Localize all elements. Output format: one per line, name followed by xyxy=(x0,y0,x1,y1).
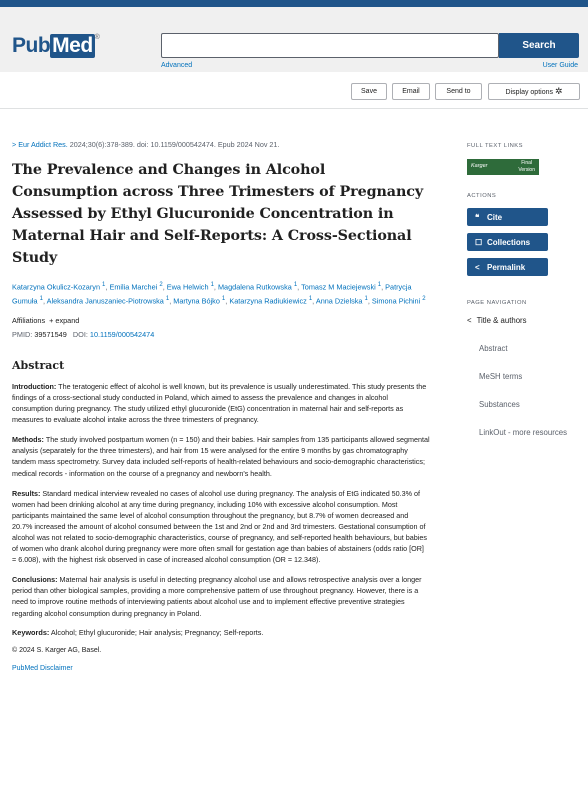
logo-med: Med xyxy=(52,34,93,57)
save-button[interactable]: Save xyxy=(351,83,387,100)
author-link[interactable]: Martyna Bójko xyxy=(173,296,220,306)
sidebar xyxy=(467,143,579,456)
results-label: Results: xyxy=(12,488,41,498)
author-affiliation-number[interactable]: 1 xyxy=(293,282,298,288)
author-affiliation-number[interactable]: 1 xyxy=(377,282,382,288)
page-nav-item[interactable] xyxy=(467,428,579,438)
author-link[interactable]: Katarzyna Radiukiewicz xyxy=(229,296,307,306)
doi-label: DOI: xyxy=(72,329,88,339)
author-link[interactable]: Ewa Helwich xyxy=(166,282,209,292)
article-title: The Prevalence and Changes in Alcohol Consumption across Three Trimesters of Pregnancy Assessed by Ethyl Glucuronide Concentration in Maternal Hair and Self-Reports: A Cross-Sectional Study xyxy=(12,162,424,266)
citation-text: 2024;30(6):378-389. doi: 10.1159/000542474. Epub 2024 Nov 21. xyxy=(67,140,280,149)
karger-label: Karger xyxy=(471,163,488,169)
site-header xyxy=(0,7,588,72)
author-link[interactable]: Aleksandra Januszaniec-Piotrowska xyxy=(46,296,164,306)
email-button[interactable]: Email xyxy=(392,83,430,100)
affiliations-label: Affiliations xyxy=(12,315,46,325)
author-affiliation-number[interactable]: 1 xyxy=(210,282,214,288)
abstract-heading: Abstract xyxy=(12,358,65,372)
page-nav-item[interactable] xyxy=(467,344,579,354)
author-affiliation-number[interactable]: 1 xyxy=(221,296,226,303)
keywords xyxy=(12,628,430,637)
permalink-label: Permalink xyxy=(487,262,526,272)
doi-link[interactable]: 10.1159/000542474 xyxy=(89,329,155,339)
pmid-value: 39571549 xyxy=(34,329,67,339)
share-icon: < xyxy=(475,262,480,272)
author-affiliation-number[interactable]: 2 xyxy=(422,296,426,303)
bookmark-icon: ☐ xyxy=(475,237,483,247)
author-link[interactable]: Magdalena Rutkowska xyxy=(217,282,292,292)
author-affiliation-number[interactable]: 1 xyxy=(39,296,43,303)
conclusions-label: Conclusions: xyxy=(12,575,58,585)
journal-link[interactable]: Eur Addict Res. xyxy=(18,140,68,149)
page-nav-item[interactable] xyxy=(467,400,579,410)
keywords-text: Alcohol; Ethyl glucuronide; Hair analysis; Pregnancy; Self-reports. xyxy=(49,627,264,637)
identifiers xyxy=(12,330,430,339)
user-guide-link[interactable]: User Guide xyxy=(542,62,578,69)
karger-full-text-link[interactable] xyxy=(467,159,539,175)
final-version-badge xyxy=(518,160,535,174)
author-link[interactable]: Anna Dzielska xyxy=(315,296,363,306)
citation-line xyxy=(12,140,430,149)
author-link[interactable]: Simona Pichini xyxy=(371,296,421,306)
collections-button[interactable] xyxy=(467,233,548,251)
gear-icon: ✲ xyxy=(554,86,563,96)
cite-label: Cite xyxy=(487,212,503,222)
author-affiliation-number[interactable]: 1 xyxy=(364,296,368,303)
final-label: Final xyxy=(521,160,533,166)
collections-label: Collections xyxy=(487,237,531,247)
copyright: © 2024 S. Karger AG, Basel. xyxy=(12,646,102,654)
page-nav-label: Title & authors xyxy=(476,316,527,325)
pmid-label: PMID: xyxy=(12,329,33,339)
page-nav-label: Abstract xyxy=(479,344,508,353)
expand-button[interactable]: + expand xyxy=(49,315,80,325)
version-label: Version xyxy=(518,167,535,173)
search-input[interactable] xyxy=(161,33,499,58)
abstract-results xyxy=(12,488,430,566)
methods-text: The study involved postpartum women (n = 150) and their babies. Hair samples from 135 participants allowed segmental analysis (separately for the three trimesters), and hair from 15 were analysed for the entire 9 months by gas chromatography tandem mass spectrometry. Survey data included self-reports of health-related behaviours and socio-demographic characteristics; medical records - information on the course of a pregnancy and newborn's health. xyxy=(12,435,430,478)
author-affiliation-number[interactable]: 1 xyxy=(102,282,106,288)
full-text-links-heading: FULL TEXT LINKS xyxy=(467,143,524,149)
pubmed-logo[interactable] xyxy=(12,34,99,58)
chevron-left-icon: < xyxy=(467,316,472,325)
advanced-search-link[interactable]: Advanced xyxy=(161,62,193,69)
author-link[interactable]: Patrycja Gumuła xyxy=(12,282,412,306)
send-to-button[interactable]: Send to xyxy=(435,83,482,100)
chevron-right-icon[interactable]: > xyxy=(12,140,17,149)
toolbar xyxy=(0,83,588,101)
page-nav-item[interactable] xyxy=(467,316,579,326)
cite-button[interactable] xyxy=(467,208,548,226)
display-options-button[interactable] xyxy=(488,83,580,100)
article-main xyxy=(12,140,430,672)
logo-reg: ® xyxy=(94,34,100,41)
conclusions-text: Maternal hair analysis is useful in detecting pregnancy alcohol use and allows retrospective analysis over a longer period than other biological samples, providing a more comprehensive pattern of use throughout pregnancy. However, there is a need to improve routine methods of interviewing patients about alcohol use and to implement effective preventive strategies regarding alcohol consumption during pregnancy in Poland. xyxy=(12,575,422,618)
display-options-label: Display options xyxy=(505,89,553,96)
search-button[interactable]: Search xyxy=(499,33,579,58)
page-nav-label: LinkOut - more resources xyxy=(479,428,567,437)
author-affiliation-number[interactable]: 1 xyxy=(308,296,313,303)
author-link[interactable]: Katarzyna Okulicz-Kozaryn xyxy=(12,282,101,292)
author-list: Katarzyna Okulicz-Kozaryn $^1$, Emilia Marchei $^2$, Ewa Helwich $^1$, Magdalena Rutkowska $^1$, Tomasz M Maciejewski $^1$, Patrycja Gumuła $^1$, Aleksandra Januszaniec-Piotrowska $^1$, Martyna Bójko $^1$, Katarzyna Radiukiewicz $^1$, Anna Dzielska $^1$, Simona Pichini $^2$ xyxy=(12,282,426,306)
author-affiliation-number[interactable]: 2 xyxy=(159,282,163,288)
intro-text: The teratogenic effect of alcohol is well known, but its prevalence is usually underestimated. This study presents the findings of a cross-sectional study conducted in Poland, which aimed to assess the prevalence and changes in alcohol consumption during pregnancy. The study utilized ethyl glucuronide (EtG) concentration in maternal hair and self-reports as measures to evaluate alcohol intake across the three trimesters of pregnancy. xyxy=(12,381,427,425)
affiliations-row xyxy=(12,316,430,325)
keywords-label: Keywords: xyxy=(12,627,50,637)
page-nav-label: MeSH terms xyxy=(479,372,523,381)
author-affiliation-number[interactable]: 1 xyxy=(165,296,170,303)
results-text: Standard medical interview revealed no cases of alcohol use during pregnancy. The analysis of EtG indicated 50.3% of women had been drinking alcohol at any time during pregnancy, including 10% with excessive alcohol consumption. Most participants maintained the same level of alcohol consumption throughout the pregnancy, but 8.7% of women decreased and 20.7% increased the amount of alcohol consumed between the 1st and 2nd or 2nd and 3rd trimesters. Gestational consumption of alcohol was not related to socio-demographic characteristics, course of pregnancy, and self-reported health behaviours, but babies of women who drank alcohol during pregnancy were more often small for gestation age than babies of abstainers (odds ratio [OR] = 6.008), with the highest risk observed in case of increased alcohol consumption (OR = 12.348). xyxy=(12,488,427,565)
top-bar xyxy=(0,0,588,7)
abstract-conclusions xyxy=(12,574,430,618)
pubmed-disclaimer-link[interactable]: PubMed Disclaimer xyxy=(12,664,73,672)
permalink-button[interactable] xyxy=(467,258,548,276)
page-nav-label: Substances xyxy=(479,400,520,409)
author-link[interactable]: Emilia Marchei xyxy=(109,282,158,292)
methods-label: Methods: xyxy=(12,435,44,445)
abstract-methods xyxy=(12,434,430,478)
page-navigation-list xyxy=(467,316,579,438)
actions-heading: ACTIONS xyxy=(467,193,497,199)
intro-label: Introduction: xyxy=(12,381,57,391)
quote-icon: ❝ xyxy=(475,212,480,222)
page-navigation-heading: PAGE NAVIGATION xyxy=(467,300,527,306)
abstract-introduction xyxy=(12,381,430,425)
page-nav-item[interactable] xyxy=(467,372,579,382)
logo-pub: Pub xyxy=(12,34,51,57)
toolbar-divider xyxy=(0,108,588,109)
author-link[interactable]: Tomasz M Maciejewski xyxy=(301,282,376,292)
